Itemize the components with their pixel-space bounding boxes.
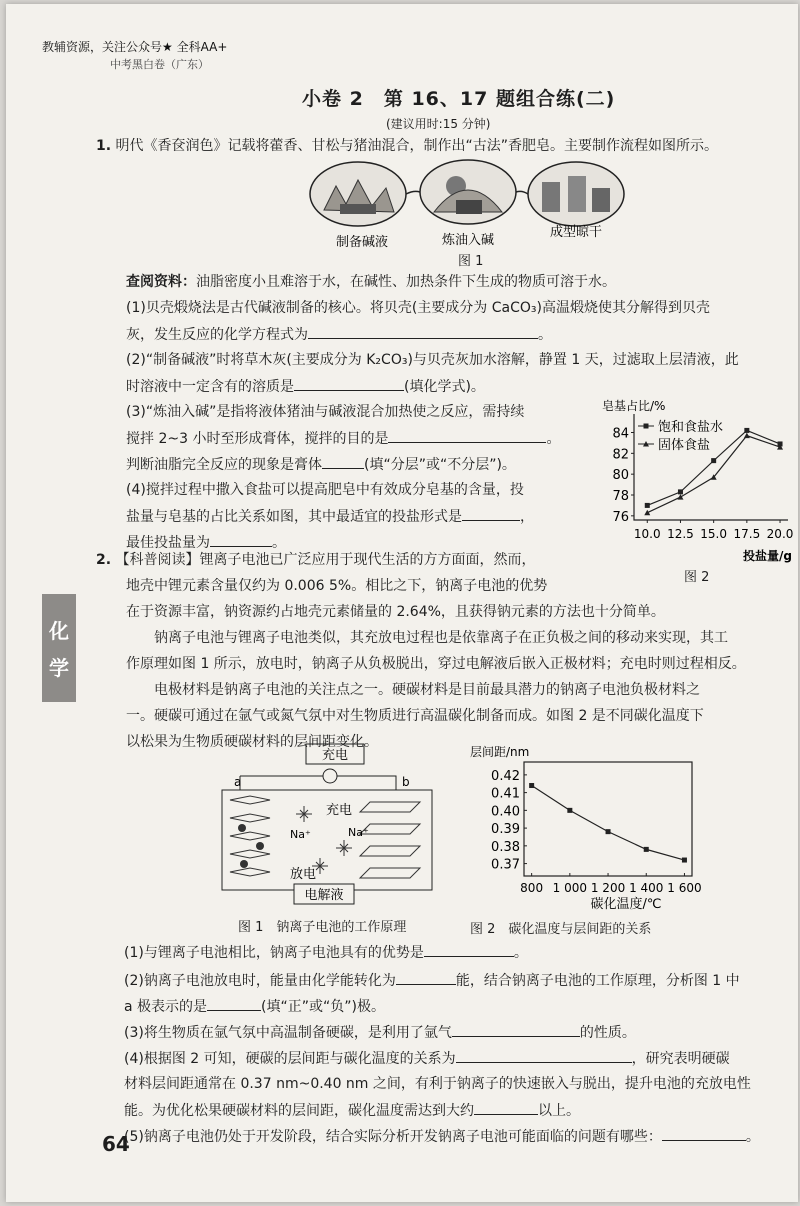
q2-sub2-line1 [124,970,740,991]
q1-part4-answer-blank-2[interactable] [210,532,272,547]
chart2-ytick-label: 0.42 [491,768,520,784]
q1-part3-text-b: 判断油脂完全反应的现象是膏体 [126,457,322,473]
q2-sub1 [124,942,528,963]
q2-sub4-line1 [124,1048,730,1069]
q2-fig1-caption: 图 1 钠离子电池的工作原理 [238,920,407,935]
q2-reading-line6: 电极材料是钠离子电池的关注点之一。硬碳材料是目前最具潜力的钠离子电池负极材料之 [154,682,700,698]
page-number: 64 [102,1132,130,1156]
chart1-xtick-label: 20.0 [766,527,794,541]
chart2-xtick-label: 1 400 [629,881,664,895]
q1-part2-text: 时溶液中一定含有的溶质是 [126,379,294,395]
q1-part1-text: 灰，发生反应的化学方程式为 [126,327,308,343]
q1-part4-line1: (4)搅拌过程中撒入食盐可以提高肥皂中有效成分皂基的含量，投 [126,482,524,498]
q2-reading-line8: 以松果为生物质硬碳材料的层间距变化。 [126,734,378,750]
right-electrode [360,802,420,878]
chart1-legend-label: 饱和食盐水 [658,420,724,435]
q2-sub3-text-b: 的性质。 [579,1025,636,1041]
chart2-point [644,847,649,852]
chart2-series [529,783,687,863]
soap-process-figure [306,160,626,260]
q2-sub4-line2: 材料层间距通常在 0.37 nm~0.40 nm 之间，有利于钠离子的快速嵌入与脱出，提升电池的充放电性 [124,1076,751,1092]
q1-info-text: 油脂密度小且难溶于水，在碱性、加热条件下生成的物质可溶于水。 [196,274,616,290]
battery-charge-mid: 充电 [326,803,353,818]
q2-sub5-end: 。 [745,1129,760,1145]
interlayer-spacing-chart [468,742,702,912]
q1-part3-end-a: 。 [546,431,561,447]
battery-discharge: 放电 [290,867,317,882]
bulb-icon [323,769,337,783]
chart1-xtick-label: 17.5 [733,527,761,541]
q2-sub1-answer-blank[interactable] [424,942,514,957]
chart2-ylabel: 层间距/nm [470,745,530,759]
fig1-label-3: 成型晾干 [549,225,603,240]
q2-sub5 [124,1126,760,1147]
chart2-point [567,808,572,813]
q1-part4-line2 [126,506,534,527]
chart2-series-line [532,786,685,861]
q1-part1-end: 。 [538,327,552,343]
q1-intro [96,136,718,156]
q2-sub5-text: (5)钠离子电池仍处于开发阶段，结合实际分析开发钠离子电池可能面临的问题有哪些： [124,1129,662,1145]
battery-diagram [220,740,440,908]
q1-part2-line1: (2)“制备碱液”时将草木灰(主要成分为 K₂CO₃)与贝壳灰加水溶解，静置 1 天，过滤取上层清液，此 [126,352,739,368]
chart2-xtick-label: 1 600 [667,881,702,895]
chart1-xlabel: 投盐量/g [743,549,792,563]
q1-part3-line3 [126,454,516,475]
q1-part4-end: 。 [272,535,286,551]
q2-sub1-text: (1)与锂离子电池相比，钠离子电池具有的优势是 [124,945,424,961]
q2-sub5-answer-blank[interactable] [662,1126,746,1141]
side-tab-char-2: 学 [49,656,69,680]
q2-sub3-text-a: (3)将生物质在氩气氛中高温制备硬碳，是利用了氩气 [124,1025,452,1041]
q1-part1-line1: (1)贝壳煅烧法是古代碱液制备的核心。将贝壳(主要成分为 CaCO₃)高温煅烧使其分解得到贝壳 [126,300,710,316]
series-label: 中考黑白卷（广东） [110,58,209,71]
circuit-wire [240,776,396,790]
q1-part4-comma: ， [520,509,534,525]
chart1-ytick-label: 78 [612,489,629,504]
q1-part3-text-a: 搅拌 2~3 小时至形成膏体，搅拌的目的是 [126,431,389,447]
q1-fig2-caption: 图 2 [684,570,710,585]
chart1-point-square [711,458,716,463]
q2-sub2-text-c: a 极表示的是 [124,999,208,1015]
q2-fig2-caption: 图 2 碳化温度与层间距的关系 [470,922,652,937]
q2-reading-line4: 钠离子电池与锂离子电池类似，其充放电过程也是依靠离子在正负极之间的移动来实现，其工 [154,630,728,646]
q1-part2-answer-blank[interactable] [294,376,404,391]
chart1-legend-label: 固体食盐 [658,438,711,453]
q2-sub2-line2 [124,996,385,1017]
chart1-ytick-label: 84 [612,426,629,442]
q1-number: 1. [96,138,112,154]
q1-part4-text-b: 最佳投盐量为 [126,535,210,551]
q2-sub4-text-b: ，研究表明硬碳 [631,1051,730,1067]
subject-side-tab [42,594,76,702]
q2-sub4-text-d: 能。为优化松果硬碳材料的层间距，碳化温度需达到大约 [124,1103,474,1119]
chart2-ytick-label: 0.41 [491,786,520,802]
chart1-point-triangle [644,510,650,515]
q2-sub2-answer-blank-2[interactable] [207,996,261,1011]
fig1-label-1: 制备碱液 [335,235,389,250]
page-title: 小卷 2 第 16、17 题组合练(二) [302,88,616,110]
chart2-xlabel: 碳化温度/℃ [590,897,662,912]
chart2-point [529,783,534,788]
q2-reading-text-1: 锂离子电池已广泛应用于现代生活的方方面面，然而， [199,552,536,568]
q1-part4-answer-blank-1[interactable] [462,506,520,521]
q1-info-label: 查阅资料： [126,274,196,290]
q1-part3-answer-blank-2[interactable] [322,454,364,469]
chart1-xtick-label: 15.0 [700,527,728,541]
chart1-ytick-label: 76 [612,509,629,525]
chart1-ytick-label: 82 [612,447,629,463]
chart1-ylabel: 皂基占比/% [602,399,666,413]
chart2-ytick-label: 0.40 [491,804,520,820]
q2-reading-line5: 作原理如图 1 所示，放电时，钠离子从负极脱出，穿过电解液后嵌入正极材料；充电时则过程相反。 [126,656,746,672]
process-image-3 [528,162,624,226]
soap-base-chart [596,396,796,566]
chart1-xtick-label: 12.5 [667,527,694,541]
watermark-text: 教辅资源，关注公众号★ 全科AA+ [42,40,228,54]
chart2-xtick-label: 1 000 [552,881,588,895]
q1-part1-answer-blank[interactable] [308,324,538,339]
chart2-xtick-label: 1 200 [590,881,626,895]
q2-sub2-text-b: 能，结合钠离子电池的工作原理，分析图 1 中 [455,973,740,989]
chart1-point-square [645,503,650,508]
page [6,4,798,1202]
chart2-xtick-label: 800 [520,881,544,895]
battery-na-right: Na⁺ [348,826,369,839]
q1-part3-answer-blank-1[interactable] [388,428,546,443]
q2-sub3-answer-blank[interactable] [452,1022,580,1037]
q2-sub4-answer-blank-2[interactable] [474,1100,538,1115]
q1-info [126,272,616,292]
battery-electrolyte: 电解液 [304,888,344,903]
process-image-2 [420,160,516,224]
page-subtitle: (建议用时:15 分钟) [386,117,491,131]
q2-sub2-hint: (填“正”或“负”)极。 [261,999,385,1015]
chart2-axes [524,762,692,876]
q2-sub3 [124,1022,636,1043]
q1-part3-line2 [126,428,560,449]
q2-sub2-text-a: (2)钠离子电池放电时，能量由化学能转化为 [124,973,396,989]
q2-tag: 【科普阅读】 [115,552,200,568]
q1-part1-line2 [126,324,552,345]
q2-sub4-text-e: 以上。 [538,1103,580,1119]
chart2-ytick-label: 0.38 [491,839,520,855]
q2-reading-line3: 在于资源丰富，钠资源约占地壳元素储量的 2.64%，且获得钠元素的方法也十分简单。 [126,604,665,620]
chart2-plot-frame [524,762,692,876]
side-tab-char-1: 化 [49,619,69,643]
battery-charge-top: 充电 [321,748,349,763]
q2-reading-line7: 一。硬碳可通过在氩气或氮气氛中对生物质进行高温碳化制备而成。如图 2 是不同碳化温度下 [126,708,704,724]
q1-fig1-caption: 图 1 [458,254,484,269]
q2-sub4-line3 [124,1100,580,1121]
fig1-label-2: 炼油入碱 [441,233,495,248]
battery-na-left: Na⁺ [290,828,311,841]
q2-sub1-end: 。 [513,945,528,961]
battery-a-label: a [234,775,242,789]
q2-sub4-answer-blank-1[interactable] [456,1048,632,1063]
q1-part2-hint: (填化学式)。 [404,379,485,395]
q2-number: 2. [96,552,112,568]
chart1-point-triangle [744,433,750,439]
chart2-ytick-label: 0.39 [491,822,520,838]
chart1-legend [638,419,723,453]
q2-sub4-text-a: (4)根据图 2 可知，硬碳的层间距与碳化温度的关系为 [124,1051,456,1067]
chart1-ytick-label: 80 [612,468,629,484]
chart1-point-square [678,489,683,494]
chart1-point-square [744,428,749,433]
chart2-point [606,829,611,834]
chart1-point-triangle [677,494,683,500]
q2-reading-line1 [96,550,536,570]
q1-part2-line2 [126,376,485,397]
chart2-point [682,858,687,863]
q1-part3-hint: (填“分层”或“不分层”)。 [364,457,516,473]
chart1-xtick-label: 10.0 [633,527,661,541]
q2-sub2-answer-blank-1[interactable] [396,970,456,985]
process-image-1 [310,162,406,226]
left-electrode [230,796,270,876]
q1-part3-line1: (3)“炼油入碱”是指将液体猪油与碱液混合加热使之反应，需持续 [126,404,525,420]
battery-b-label: b [402,775,410,789]
chart1-legend-marker [644,424,649,429]
chart2-ytick-label: 0.37 [491,857,520,873]
q1-intro-text: 明代《香奁润色》记载将藿香、甘松与猪油混合，制作出“古法”香肥皂。主要制作流程如图所示。 [115,138,719,154]
q1-part4-text-a: 盐量与皂基的占比关系如图，其中最适宜的投盐形式是 [126,509,462,525]
q2-reading-line2: 地壳中锂元素含量仅约为 0.006 5%。相比之下，钠离子电池的优势 [126,578,548,594]
